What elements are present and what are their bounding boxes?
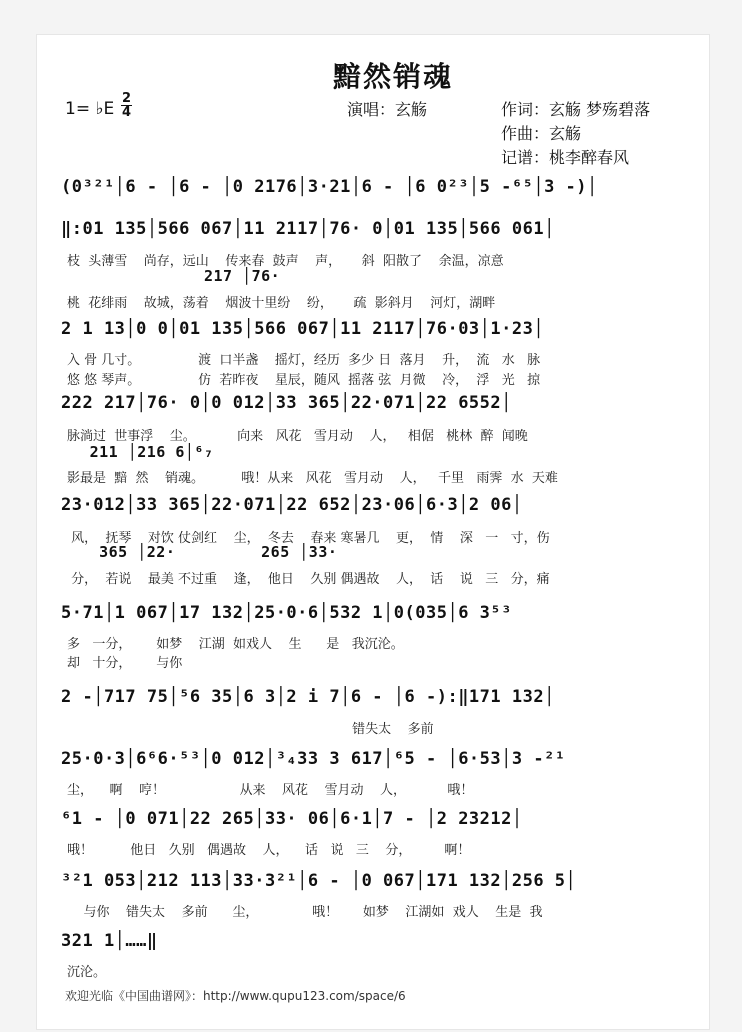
notation-line: 217 │76·	[61, 267, 281, 285]
score-sheet	[36, 34, 710, 1030]
notation-line: 321 1│……‖	[61, 931, 158, 951]
lyric-line: 与你 错失太 多前 尘， 哦！ 如梦 江湖如 戏人 生是 我	[67, 905, 543, 920]
lyric-line: 入 骨 几寸。 渡 口半盏 摇灯，经历 多少 日 落月 升， 流 水 脉	[67, 353, 541, 368]
notation-line: 23·012│33 365│22·071│22 652│23·06│6·3│2 06│	[61, 495, 523, 515]
lyric-line: 却 十分， 与你	[67, 656, 183, 671]
notation-line: ‖:01 135│566 067│11 2117│76· 0│01 135│566 061│	[61, 219, 555, 239]
footer-link[interactable]: 欢迎光临《中国曲谱网》：http://www.qupu123.com/space/6	[65, 989, 406, 1003]
notation-line: 5·71│1 067│17 132│25·0·6│532 1│0(035│6 3⁵³	[61, 603, 512, 623]
composer-credit: 作曲：玄觞	[501, 124, 582, 143]
notation-line: 2 1 13│0 0│01 135│566 067│11 2117│76·03│1·23│	[61, 319, 545, 339]
transcriber-credit: 记谱：桃李醉春风	[501, 148, 630, 167]
notation-line: ⁶1 - │0 071│22 265│33· 06│6·1│7 - │2 23212│	[61, 809, 523, 829]
key-signature: 1= ♭E	[65, 99, 115, 119]
song-title: 黯然销魂	[332, 60, 453, 93]
lyric-line: 桃 花绯雨 故城，荡着 烟波十里纷 纷， 疏 影斜月 河灯，湖畔	[67, 296, 496, 311]
lyric-line: 脉淌过 世事浮 尘。 向来 风花 雪月动 人， 相倨 桃林 醉 闻晚	[67, 429, 528, 444]
notation-line: 365 │22· 265 │33·	[61, 543, 338, 561]
notation-line: 211 │216 6│⁶₇	[61, 443, 214, 461]
meter-bottom: 4	[122, 105, 132, 120]
notation-line: 222 217│76· 0│0 012│33 365│22·071│22 6552│	[61, 393, 512, 413]
lyric-line: 枝 头薄雪 尚存，远山 传来春 鼓声 声， 斜 阳散了 余温，凉意	[67, 254, 504, 269]
lyric-line: 影最是 黯 然 销魂。 哦！从来 风花 雪月动 人， 千里 雨霁 水 天难	[67, 471, 558, 486]
lyric-line: 哦！ 他日 久别 偶遇故 人， 话 说 三 分， 啊！	[67, 843, 471, 858]
notation-line: 25·0·3│6⁶6·⁵³│0 012│³₄33 3 617│⁶5 - │6·53│3 -²¹	[61, 749, 566, 769]
lyric-line: 尘， 啊 哼！ 从来 风花 雪月动 人， 哦！	[67, 783, 474, 798]
lyric-line: 沉沦。	[67, 965, 107, 980]
lyric-line: 风， 抚琴 对饮 仗剑红 尘， 冬去 春来 寒暑几 更， 情 深 一 寸，伤	[67, 531, 550, 546]
meter-top: 2	[122, 91, 132, 106]
lyricist-credit: 作词：玄觞 梦殇碧落	[501, 100, 651, 119]
time-signature	[121, 92, 132, 119]
lyric-line: 错失太 多前	[67, 722, 434, 737]
notation-line: (0³²¹│6 - │6 - │0 2176│3·21│6 - │6 0²³│5 -⁶⁵│3 -)│	[61, 177, 598, 197]
lyric-line: 多 一分， 如梦 江湖 如戏人 生 是 我沉沦。	[67, 637, 404, 652]
notation-line: 2 -│717 75│⁵6 35│6 3│2 i 7│6 - │6 -):‖171 132│	[61, 687, 555, 707]
notation-line: ³²1 053│212 113│33·3²¹│6 - │0 067│171 132│256 5│	[61, 871, 577, 891]
lyric-line: 悠 悠 琴声。 仿 若昨夜 星辰，随风 摇落 弦 月微 冷， 浮 光 掠	[67, 373, 541, 388]
singer-credit: 演唱：玄觞	[347, 100, 428, 119]
lyric-line: 分， 若说 最美 不过重 逢， 他日 久别 偶遇故 人， 话 说 三 分，痛	[67, 572, 550, 587]
